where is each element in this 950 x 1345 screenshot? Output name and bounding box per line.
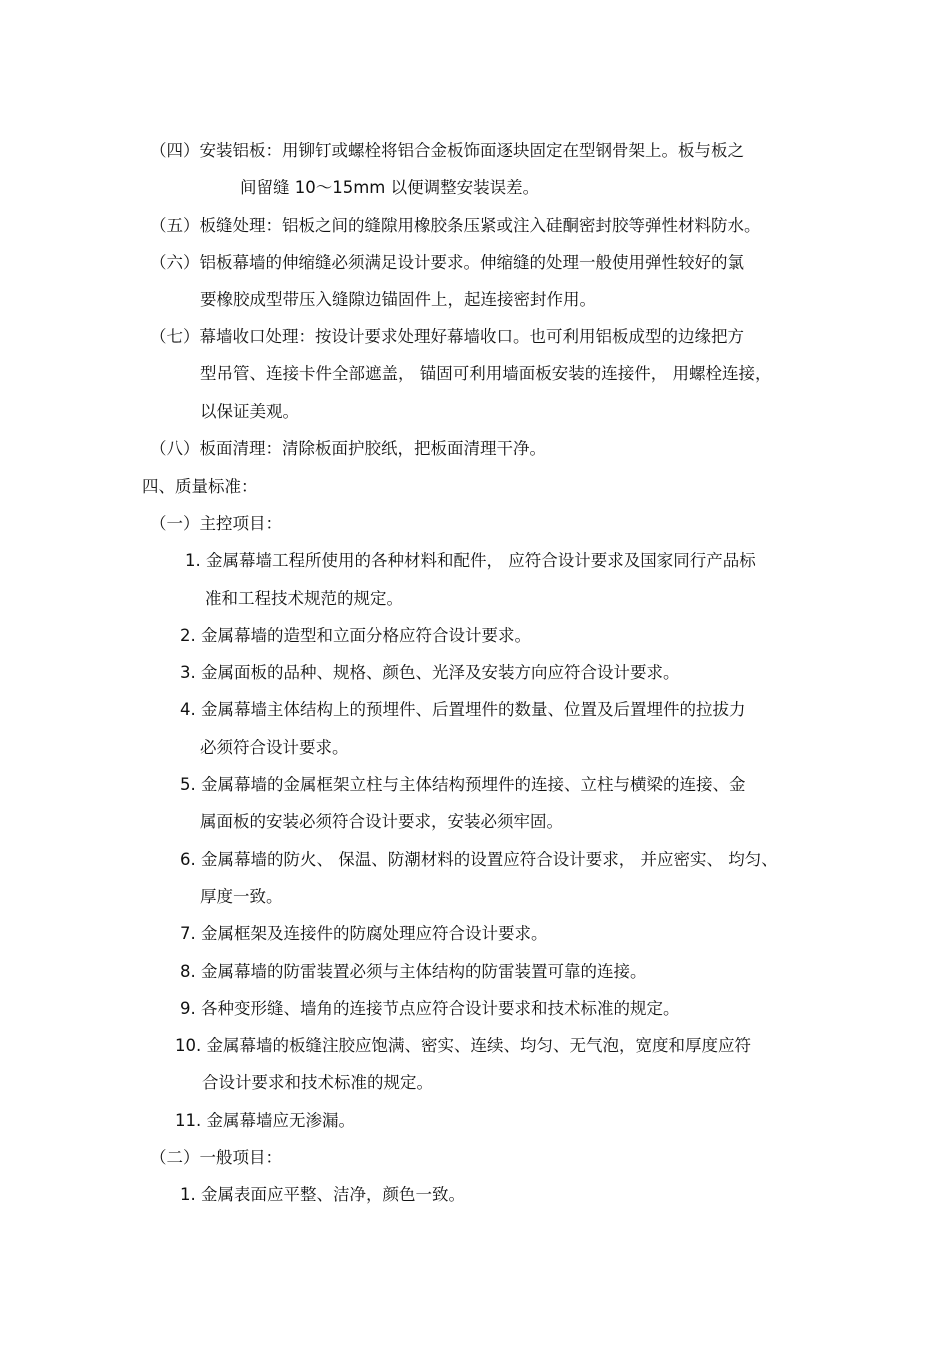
list-item: 8. 金属幕墙的防雷装置必须与主体结构的防雷装置可靠的连接。 — [180, 962, 647, 981]
subsection-heading: （一）主控项目： — [150, 514, 282, 533]
list-item: 6. 金属幕墙的防火、 保温、防潮材料的设置应符合设计要求， 并应密实、 均匀、 — [180, 850, 778, 869]
list-item: 2. 金属幕墙的造型和立面分格应符合设计要求。 — [180, 626, 531, 645]
list-item-continuation: 准和工程技术规范的规定。 — [205, 589, 403, 608]
list-item: 11. 金属幕墙应无渗漏。 — [175, 1111, 355, 1130]
section-heading: 四、质量标准： — [142, 477, 258, 496]
text-line: （七）幕墙收口处理：按设计要求处理好幕墙收口。也可利用铝板成型的边缘把方 — [150, 327, 744, 346]
list-item: 1. 金属幕墙工程所使用的各种材料和配件， 应符合设计要求及国家同行产品标 — [185, 551, 756, 570]
text-line: 要橡胶成型带压入缝隙边锚固件上，起连接密封作用。 — [200, 290, 596, 309]
list-item-continuation: 必须符合设计要求。 — [200, 738, 349, 757]
text-line: （四）安装铝板：用铆钉或螺栓将铝合金板饰面逐块固定在型钢骨架上。板与板之 — [150, 141, 744, 160]
list-item: 4. 金属幕墙主体结构上的预埋件、后置埋件的数量、位置及后置埋件的拉拔力 — [180, 700, 746, 719]
text-line: （五）板缝处理：铝板之间的缝隙用橡胶条压紧或注入硅酮密封胶等弹性材料防水。 — [150, 216, 761, 235]
list-item-continuation: 厚度一致。 — [200, 887, 283, 906]
text-line: （六）铝板幕墙的伸缩缝必须满足设计要求。伸缩缝的处理一般使用弹性较好的氯 — [150, 253, 744, 272]
list-item: 9. 各种变形缝、墙角的连接节点应符合设计要求和技术标准的规定。 — [180, 999, 680, 1018]
text-line: 以保证美观。 — [200, 402, 299, 421]
list-item-continuation: 属面板的安装必须符合设计要求，安装必须牢固。 — [200, 812, 563, 831]
text-line: （八）板面清理：清除板面护胶纸，把板面清理干净。 — [150, 439, 546, 458]
list-item: 7. 金属框架及连接件的防腐处理应符合设计要求。 — [180, 924, 548, 943]
list-item-continuation: 合设计要求和技术标准的规定。 — [202, 1073, 433, 1092]
text-line: 间留缝 10～15mm 以便调整安装误差。 — [240, 178, 540, 197]
subsection-heading: （二）一般项目： — [150, 1148, 282, 1167]
list-item: 10. 金属幕墙的板缝注胶应饱满、密实、连续、均匀、无气泡，宽度和厚度应符 — [175, 1036, 751, 1055]
list-item: 3. 金属面板的品种、规格、颜色、光泽及安装方向应符合设计要求。 — [180, 663, 680, 682]
list-item: 1. 金属表面应平整、洁净，颜色一致。 — [180, 1185, 465, 1204]
text-line: 型吊管、连接卡件全部遮盖， 锚固可利用墙面板安装的连接件， 用螺栓连接， — [200, 364, 772, 383]
list-item: 5. 金属幕墙的金属框架立柱与主体结构预埋件的连接、立柱与横梁的连接、金 — [180, 775, 746, 794]
